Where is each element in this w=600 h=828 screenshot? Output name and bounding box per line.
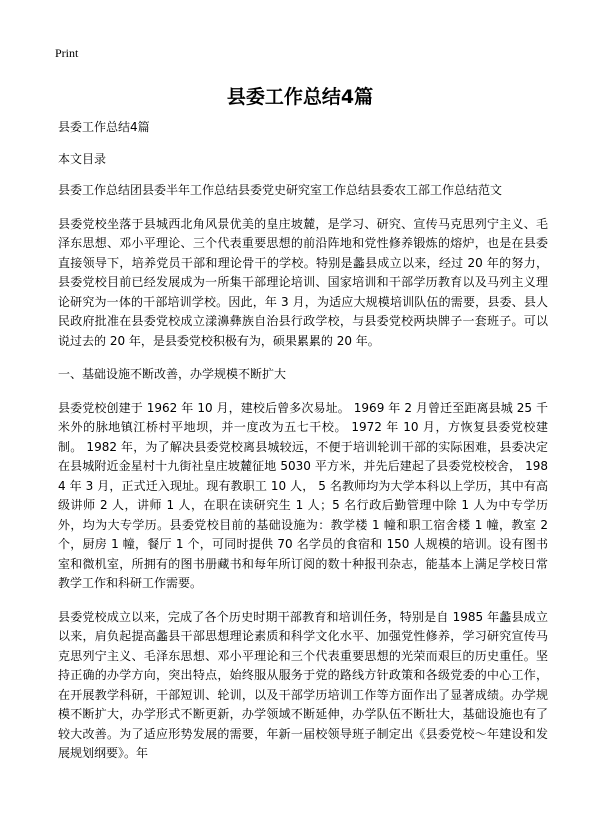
document-title: 县委工作总结4篇 bbox=[226, 86, 374, 108]
section-heading: 一、基础设施不断改善，办学规模不断扩大 bbox=[58, 367, 287, 381]
document-body bbox=[58, 118, 548, 778]
body-paragraph: 县委党校坐落于县城西北角风景优美的皇庄坡麓，是学习、研究、宣传马克思列宁主义、毛泽东思想、邓小平理论、三个代表重要思想的前沿阵地和党性修养锻炼的熔炉，也是在县委直接领导下，培养党员干部和理论骨干的学校。特别是蠡县成立以来，经过 20 年的努力，县委党校目前已经发展成为一所集干部理论培训、国家培训和干部学历教育以及马列主义理论研究为一体的干部培训学校。因此，年 3 月，为适应大规模培训队伍的需要，县委、县人民政府批准在县委党校成立漾濞彝族自治县行政学校，与县委党校两块牌子一套班子。可以说过去的 20 年，是县委党校积极有为，硕果累累的 20 年。 bbox=[58, 216, 548, 348]
toc-text: 县委工作总结团县委半年工作总结县委党史研究室工作总结县委农工部工作总结范文 bbox=[58, 183, 503, 197]
toc-heading: 本文目录 bbox=[58, 151, 107, 166]
document-subtitle: 县委工作总结4篇 bbox=[58, 120, 150, 134]
body-paragraph: 县委党校创建于 1962 年 10 月，建校后曾多次易址。 1969 年 2 月曾迁至距离县城 25 千米外的脉地镇江桥村平地坝，并一度改为五七干校。 1972 年 10 月，方恢复县委党校建制。 1982 年，为了解决县委党校离县城较远，不便于培训轮训干部的实际困难，县委决定在县城附近金星村十九街社皇庄坡麓征地 5030 平方米，并先后建起了县委党校校舍， 1984 年 3 月，正式迁入现址。现有教职工 10 人， 5 名教师均为大学本科以上学历，其中有高级讲师 2 人，讲师 1 人，在职在读研究生 1 人；5 名行政后勤管理中除 1 人为中专学历外，均为大专学历。县委党校目前的基础设施为：教学楼 1 幢和职工宿舍楼 1 幢，教室 2 个，厨房 1 幢，餐厅 1 个，可同时提供 70 名学员的食宿和 150 人规模的培训。设有图书室和微机室，所拥有的图书册藏书和每年所订阅的数十种报刊杂志，能基本上满足学校日常教学工作和科研工作需要。 bbox=[58, 400, 548, 590]
print-link[interactable]: Print bbox=[55, 46, 79, 60]
body-paragraph: 县委党校成立以来，完成了各个历史时期干部教育和培训任务，特别是自 1985 年蠡县成立以来，肩负起提高蠡县干部思想理论素质和科学文化水平、加强党性修养，学习研究宣传马克思列宁主义、毛泽东思想、邓小平理论和三个代表重要思想的光荣而艰巨的历史重任。坚持正确的办学方向，突出特点，始终服从服务于党的路线方针政策和各级党委的中心工作，在开展教学科研，干部短训、轮训，以及干部学历培训工作等方面作出了显著成绩。办学规模不断扩大，办学形式不断更新，办学领域不断延伸，办学队伍不断壮大，基础设施也有了较大改善。为了适应形势发展的需要，年新一届校领导班子制定出《县委党校～年建设和发展规划纲要》。年 bbox=[58, 609, 548, 760]
